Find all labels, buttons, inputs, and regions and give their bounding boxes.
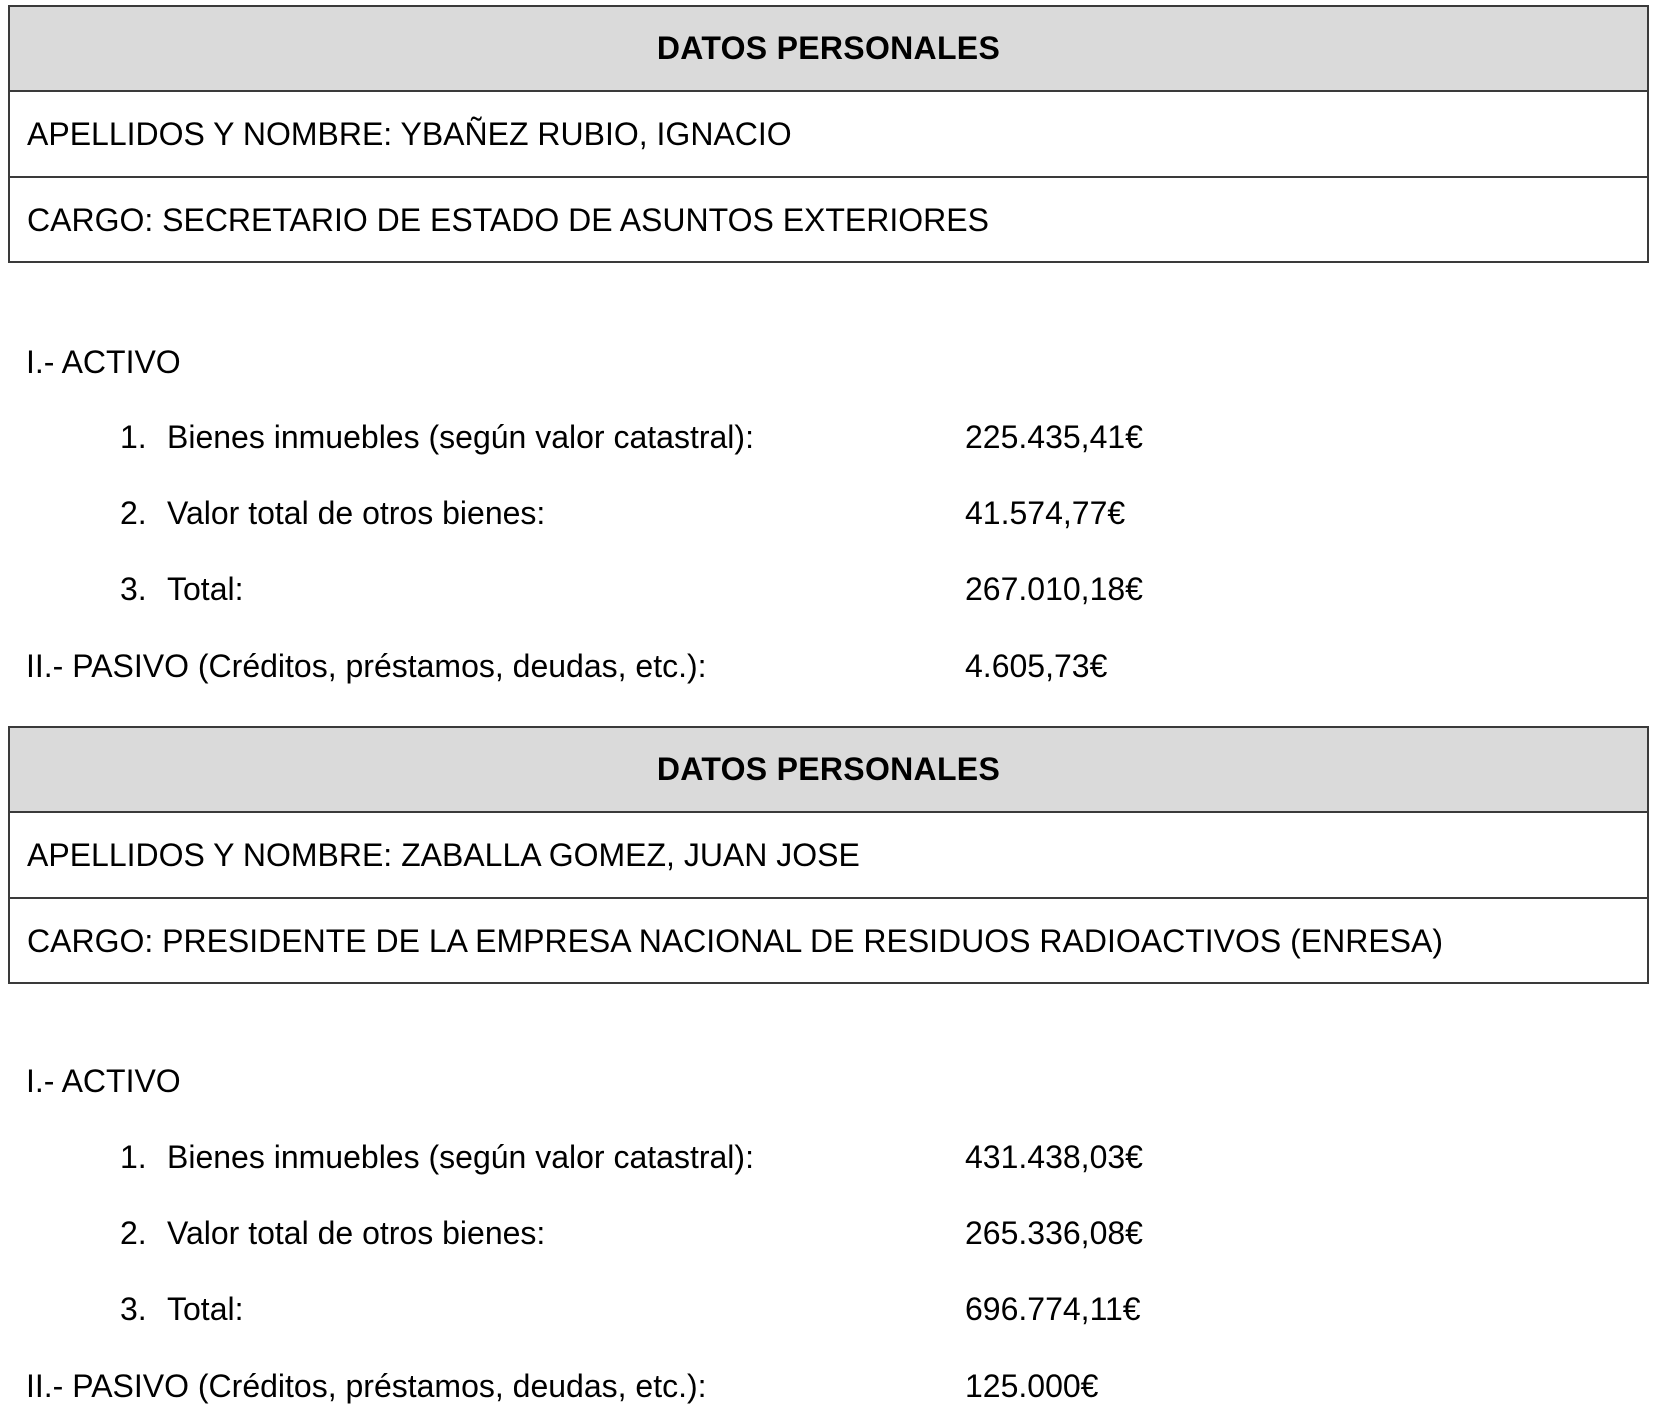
item-number: 2. [120, 1215, 147, 1251]
activo-heading: I.- ACTIVO [26, 1063, 181, 1099]
pasivo-value: 125.000€ [965, 1368, 1099, 1404]
header-title: DATOS PERSONALES [656, 30, 1001, 66]
cargo-row [10, 178, 1647, 263]
item-value: 431.438,03€ [965, 1139, 1143, 1175]
item-value: 265.336,08€ [965, 1215, 1143, 1251]
cargo-text: CARGO: SECRETARIO DE ESTADO DE ASUNTOS EXTERIORES [27, 202, 989, 238]
item-value: 41.574,77€ [965, 495, 1126, 531]
personal-data-table [8, 726, 1649, 984]
item-label: Bienes inmuebles (según valor catastral): [167, 419, 754, 455]
item-number: 2. [120, 495, 147, 531]
header-title: DATOS PERSONALES [656, 751, 1001, 787]
name-row [10, 92, 1647, 178]
item-number: 1. [120, 1139, 147, 1175]
item-label: Valor total de otros bienes: [167, 495, 546, 531]
activo-heading: I.- ACTIVO [26, 344, 181, 380]
pasivo-label: II.- PASIVO (Créditos, préstamos, deudas, etc.): [26, 648, 707, 684]
name-text: APELLIDOS Y NOMBRE: YBAÑEZ RUBIO, IGNACIO [27, 115, 792, 152]
item-label: Total: [167, 1291, 244, 1327]
item-label: Total: [167, 571, 244, 607]
item-number: 1. [120, 419, 147, 455]
pasivo-label: II.- PASIVO (Créditos, préstamos, deudas, etc.): [26, 1368, 707, 1404]
item-value: 267.010,18€ [965, 571, 1143, 607]
table-header [10, 728, 1647, 813]
item-value: 225.435,41€ [965, 419, 1143, 455]
pasivo-value: 4.605,73€ [965, 648, 1108, 684]
item-label: Valor total de otros bienes: [167, 1215, 546, 1251]
table-header [10, 7, 1647, 92]
name-row [10, 813, 1647, 899]
name-text: APELLIDOS Y NOMBRE: ZABALLA GOMEZ, JUAN JOSE [27, 836, 860, 873]
cargo-text: CARGO: PRESIDENTE DE LA EMPRESA NACIONAL DE RESIDUOS RADIOACTIVOS (ENRESA) [27, 923, 1443, 959]
cargo-row [10, 899, 1647, 984]
item-value: 696.774,11€ [965, 1291, 1141, 1327]
item-label: Bienes inmuebles (según valor catastral): [167, 1139, 754, 1175]
item-number: 3. [120, 1291, 147, 1327]
item-number: 3. [120, 571, 147, 607]
personal-data-table [8, 5, 1649, 263]
